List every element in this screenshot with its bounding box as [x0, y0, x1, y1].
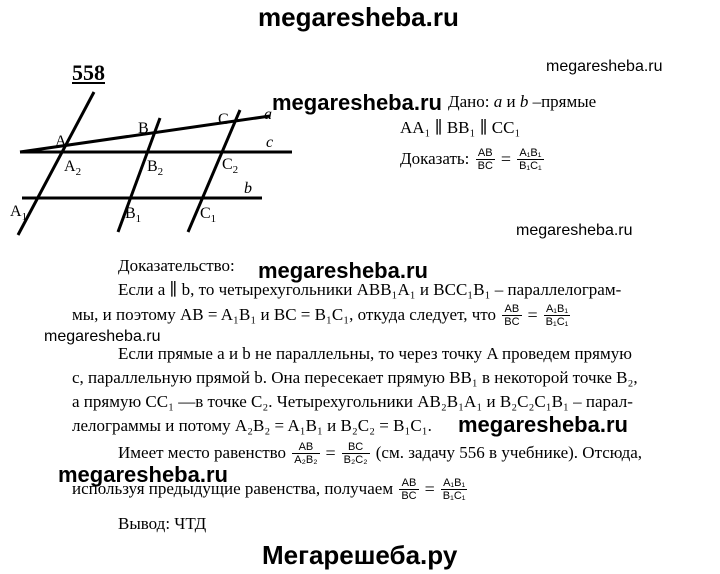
- proof-p3-fraction-3: $\frac{AB}{BC}$: [401, 476, 417, 502]
- label-b1: $B_1$: [125, 205, 142, 225]
- watermark-over-proof: megaresheba.ru: [258, 258, 428, 283]
- proof-p1-line2: [72, 300, 572, 329]
- given-parallel: AA₁ ∥ BB₁ ∥ CC₁: [400, 118, 521, 137]
- prove-equals: =: [500, 149, 512, 170]
- proof-p1-equals: =: [527, 305, 538, 326]
- proof-p2-line1: Если прямые a и b не параллельны, то через точку A проведем прямую: [118, 344, 632, 363]
- proof-p1-fraction-right: $\frac{\text{A₁B₁}}{\text{B₁C₁}}$: [545, 302, 569, 328]
- label-b2: $B_2$: [147, 158, 164, 178]
- proof-p1-fraction-left: $\frac{AB}{BC}$: [504, 302, 520, 328]
- transversal-aa1: [18, 92, 94, 235]
- problem-number: 558: [72, 60, 105, 85]
- prove-fraction-right: $\frac{\text{A₁B₁}}{\text{B₁C₁}}$: [519, 146, 542, 172]
- label-a1: $A_1$: [10, 203, 28, 223]
- prove-label: Доказать:: [400, 149, 470, 169]
- watermark-right-middle: megaresheba.ru: [516, 222, 633, 239]
- label-line-c: c: [266, 134, 274, 151]
- watermark-left-lower: megaresheba.ru: [58, 462, 228, 487]
- label-line-b: b: [244, 180, 252, 197]
- watermark-right-lower: megaresheba.ru: [458, 412, 628, 437]
- proof-p1-line2-text: мы, и поэтому AB = A₁B₁ и BC = B₁C₁, откуда следует, что: [72, 305, 496, 325]
- proof-p2-line4: лелограммы и потому A₂B₂ = A₁B₁ и B₂C₂ = B₁C₁.: [72, 416, 432, 435]
- watermark-right-upper: megaresheba.ru: [546, 58, 663, 75]
- label-b-point: B: [138, 120, 149, 137]
- proof-p2-line2: c, параллельную прямой b. Она пересекает прямую BB₁ в некоторой точке B₂,: [72, 368, 638, 387]
- proof-p3-equals-2: =: [424, 479, 435, 500]
- proof-p3-text-b: (см. задачу 556 в учебнике). Отсюда,: [375, 443, 643, 463]
- proof-p3-equals-1: =: [325, 443, 336, 464]
- conclusion: Вывод: ЧТД: [118, 514, 207, 533]
- watermark-top: megaresheba.ru: [258, 2, 459, 32]
- label-c-point: C: [218, 111, 229, 128]
- label-a2: $A_2$: [64, 158, 82, 178]
- watermark-mid-given: megaresheba.ru: [272, 90, 442, 115]
- proof-heading: Доказательство:: [118, 256, 235, 275]
- given-and: и: [502, 92, 520, 111]
- given-rest: –прямые: [528, 92, 597, 111]
- given-line: [448, 92, 596, 112]
- watermark-left-middle: megaresheba.ru: [44, 328, 161, 345]
- prove-fraction-left: $\frac{AB}{BC}$: [477, 146, 493, 172]
- prove-line: [400, 144, 546, 173]
- geometry-figure: [0, 55, 320, 245]
- proof-p3-fraction-2: $\frac{BC}{\text{B₂C₂}}$: [343, 440, 368, 466]
- proof-p1-line1: Если a ∥ b, то четырехугольники ABB₁A₁ и BCC₁B₁ – параллелограм-: [118, 280, 622, 299]
- proof-p2-line3: а прямую CC₁ —в точке C₂. Четырехугольники AB₂B₁A₁ и B₂C₂C₁B₁ – парал-: [72, 392, 633, 411]
- proof-p3-fraction-1: $\frac{AB}{\text{A₂B₂}}$: [294, 440, 318, 466]
- given-line-b: b: [519, 92, 529, 111]
- label-line-a: a: [264, 106, 272, 123]
- given-line-a: a: [493, 92, 503, 111]
- label-c1: $C_1$: [200, 205, 217, 225]
- given-label: Дано:: [448, 92, 490, 111]
- label-a-point: A: [55, 133, 67, 150]
- proof-p3-line2-text: используя предыдущие равенства, получаем: [72, 479, 394, 499]
- label-c2: $C_2$: [222, 156, 239, 176]
- proof-p3-line1: [118, 438, 642, 467]
- proof-p3-fraction-4: $\frac{\text{A₁B₁}}{\text{B₁C₁}}$: [442, 476, 466, 502]
- proof-p3-line2: [72, 474, 469, 503]
- proof-p3-text-a: Имеет место равенство: [118, 443, 287, 463]
- watermark-bottom: Мегарешеба.ру: [262, 540, 458, 570]
